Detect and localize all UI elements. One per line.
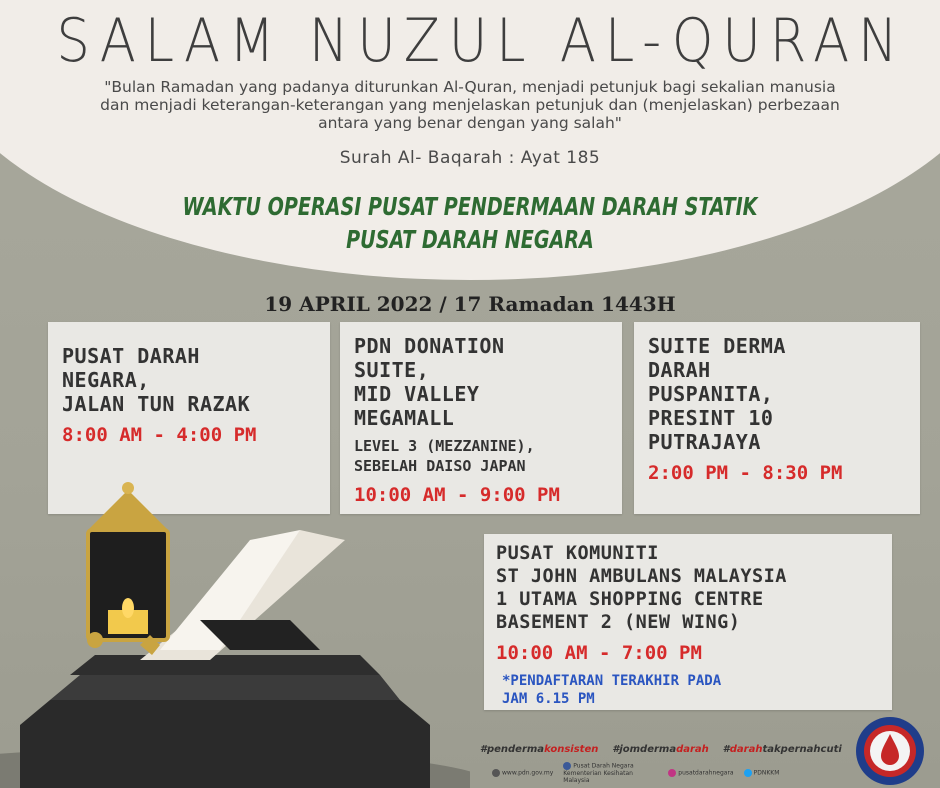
hashtag-darah-takpernahcuti[interactable]: #darahtakpernahcuti [722, 744, 842, 755]
location-hours: 2:00 PM - 8:30 PM [648, 462, 843, 484]
website-link[interactable]: www.pdn.gov.my [492, 769, 553, 777]
location-detail: LEVEL 3 (MEZZANINE), SEBELAH DAISO JAPAN [354, 437, 535, 475]
location-hours: 8:00 AM - 4:00 PM [62, 424, 257, 446]
page-title: SALAM NUZUL AL-QURAN [56, 6, 907, 76]
location-name: PDN DONATION SUITE, MID VALLEY MEGAMALL [354, 334, 505, 430]
location-name: SUITE DERMA DARAH PUSPANITA, PRESINT 10 PUTRAJAYA [648, 334, 786, 454]
instagram-link[interactable]: pusatdarahnegara [668, 769, 733, 777]
location-card-putrajaya [634, 322, 920, 514]
social-links [492, 762, 852, 784]
location-hours: 10:00 AM - 9:00 PM [354, 484, 560, 506]
globe-icon [492, 769, 500, 777]
location-name: PUSAT DARAH NEGARA, JALAN TUN RAZAK [62, 344, 251, 416]
pusat-darah-negara-logo [855, 716, 925, 786]
registration-note: *PENDAFTARAN TERAKHIR PADA JAM 6.15 PM [502, 673, 722, 707]
location-card-st-john-ambulans [484, 534, 892, 710]
location-name: PUSAT KOMUNITI ST JOHN AMBULANS MALAYSIA 1 UTAMA SHOPPING CENTRE BASEMENT 2 (NEW WING) [496, 543, 787, 633]
instagram-icon [668, 769, 676, 777]
hashtag-penderma-konsisten[interactable]: #pendermakonsisten [480, 744, 599, 755]
hashtag-row [480, 744, 840, 755]
event-date: 19 APRIL 2022 / 17 Ramadan 1443H [264, 292, 676, 316]
heading-line-1: WAKTU OPERASI PUSAT PENDERMAAN DARAH STATIK [182, 192, 758, 221]
heading-line-2: PUSAT DARAH NEGARA [346, 225, 594, 254]
facebook-icon [563, 762, 571, 770]
operation-heading [71, 190, 870, 256]
quran-lantern-illustration [0, 470, 470, 788]
location-hours: 10:00 AM - 7:00 PM [496, 642, 702, 664]
twitter-icon [744, 769, 752, 777]
quran-quote: "Bulan Ramadan yang padanya diturunkan Al-Quran, menjadi petunjuk bagi sekalian manusia dan menjadi keterangan-keterangan yang menjelaskan petunjuk dan (menjelaskan) perbezaan antara yang benar dengan yang salah" [100, 78, 840, 132]
twitter-link[interactable]: PDNKKM [744, 769, 780, 777]
surah-reference: Surah Al- Baqarah : Ayat 185 [339, 148, 601, 168]
facebook-link[interactable]: Pusat Darah Negara Kementerian Kesihatan Malaysia [563, 762, 634, 784]
hashtag-jomderma-darah[interactable]: #jomdermadarah [612, 744, 709, 755]
